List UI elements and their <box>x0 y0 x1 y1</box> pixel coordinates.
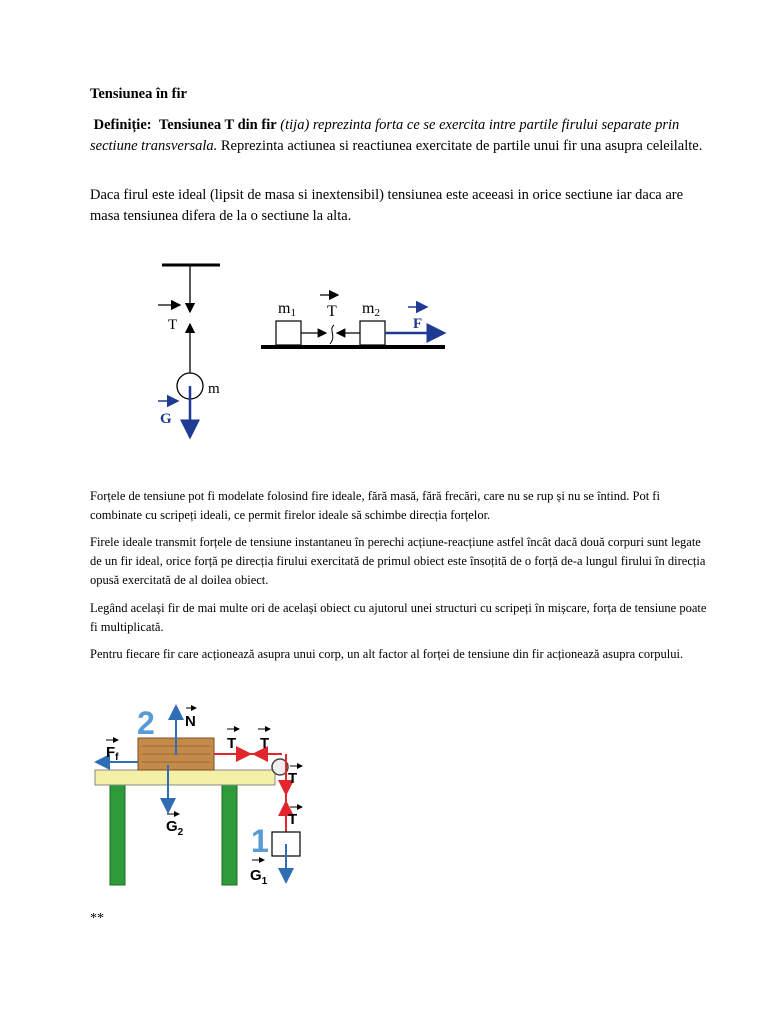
mass-label: m <box>208 381 220 397</box>
tension-label: T <box>288 811 298 828</box>
transmit-paragraph: Firele ideale transmit forțele de tensiune instantaneu în perechi acțiune-reacțiune astfel încât dacă două corpuri sunt legate de un fir ideal, orice forță pe direcția firului exercitată de primul obiect este însoțită de o forță de-a lungul firului în direcția opusă exercitată de al doilea obiect. <box>90 535 706 587</box>
tension-label: T <box>327 303 337 320</box>
hanging-mass-figure <box>150 255 240 445</box>
definition-label: Definiție: <box>93 117 152 133</box>
end-marks: ** <box>90 911 104 926</box>
block-m2 <box>360 321 385 345</box>
table-top <box>95 770 275 785</box>
definition-rest: Reprezinta actiunea si reactiunea exercitate de partile unui fir una asupra celeilalte. <box>217 138 703 154</box>
definition-paragraph <box>90 115 710 157</box>
normal-label: N <box>185 713 196 730</box>
ideal-wire-paragraph: Daca firul este ideal (lipsit de masa si inextensibil) tensiunea este aceeasi in orice sectiune iar daca are masa tensiunea difera de la o sectiune la alta. <box>90 187 684 224</box>
string-cut-mark <box>330 325 334 344</box>
table-leg-right <box>222 785 237 885</box>
weight2-label: $G_2$ <box>166 818 184 838</box>
two-blocks-figure <box>258 288 450 358</box>
table-leg-left <box>110 785 125 885</box>
factor-paragraph: Pentru fiecare fir care acționează asupra unui corp, un alt factor al forței de tensiune din fir acționează asupra corpului. <box>90 647 684 661</box>
force-label: F <box>413 316 423 332</box>
table-pulley-figure <box>90 700 320 890</box>
mass1-label: m1 <box>278 300 296 319</box>
definition-italic: (tija) reprezinta forta ce se exercita intre partile firului separate prin sectiune transversala. <box>90 117 680 154</box>
block1-number: 1 <box>251 823 269 859</box>
friction-label: $F_f$ <box>106 744 119 763</box>
tension-label: T <box>227 735 237 752</box>
model-paragraph: Forțele de tensiune pot fi modelate folosind fire ideale, fără masă, fără frecări, care nu se rup și nu se întind. Pot fi combinate cu scripeți ideali, ce permit firelor ideale să schimbe direcția forțelor. <box>90 489 660 522</box>
mass2-label: m2 <box>362 300 380 319</box>
multiply-paragraph: Legând același fir de mai multe ori de același obiect cu ajutorul unei structuri cu scripeți în mișcare, forța de tensiune poate fi multiplicată. <box>90 601 707 634</box>
weight1-label: $G_1$ <box>250 867 268 887</box>
block2-number: 2 <box>137 705 155 741</box>
block-m1 <box>276 321 301 345</box>
document-title: Tensiunea în fir <box>90 86 187 102</box>
weight-label: G <box>160 411 172 427</box>
tension-label: T <box>260 735 270 752</box>
tension-label: T <box>168 317 178 333</box>
tension-label: T <box>288 770 298 787</box>
definition-term: Tensiunea T din fir <box>158 117 277 133</box>
